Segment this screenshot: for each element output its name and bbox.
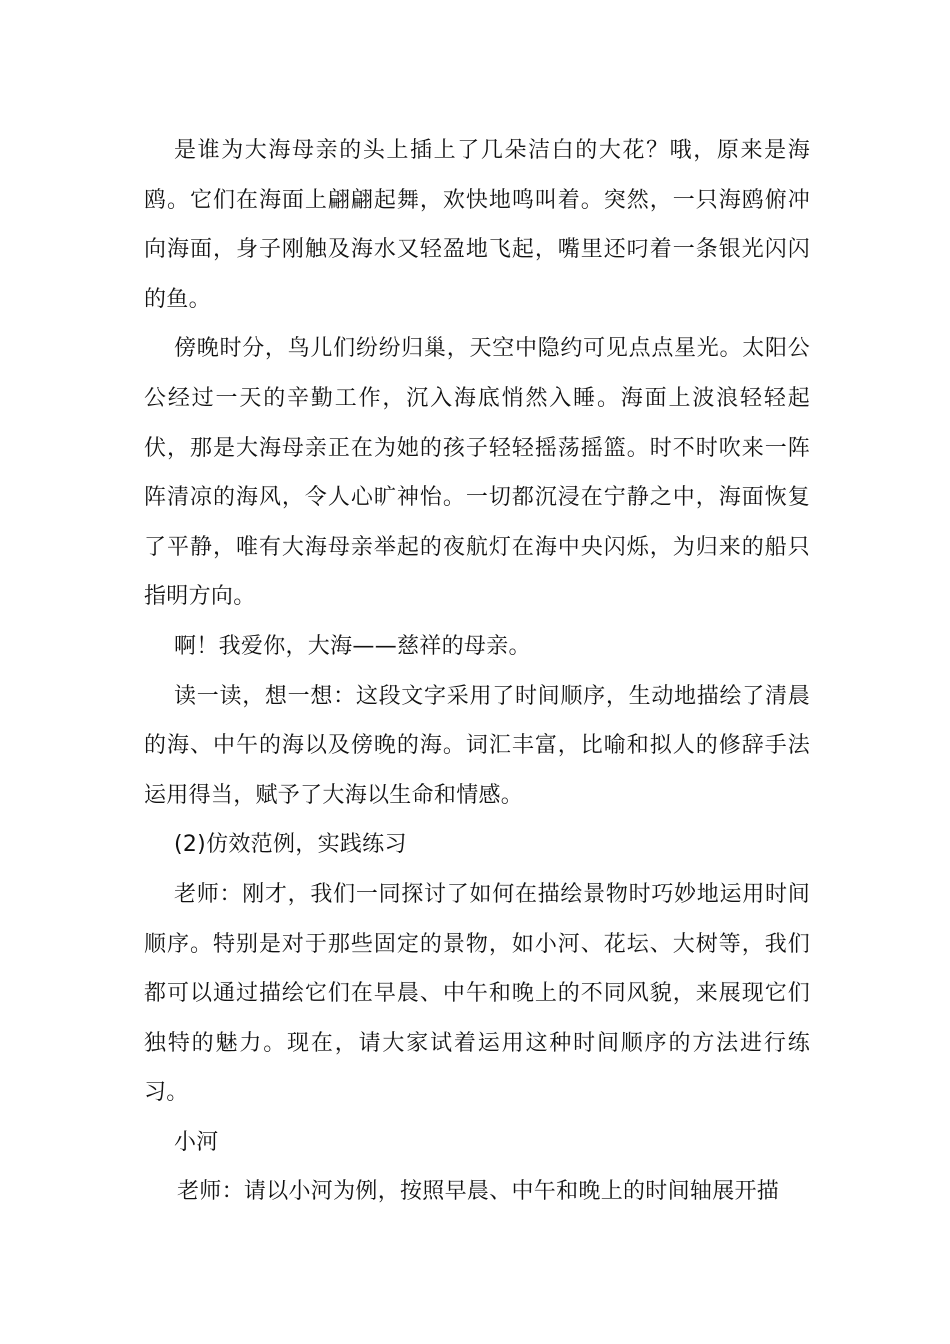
paragraph-reading-note: 读一读，想一想：这段文字采用了时间顺序，生动地描绘了清晨的海、中午的海以及傍晚的海。词汇丰富，比喻和拟人的修辞手法运用得当，赋予了大海以生命和情感。 (144, 683, 810, 808)
document-page (144, 126, 810, 1217)
paragraph-teacher-prompt: 老师：请以小河为例，按照早晨、中午和晚上的时间轴展开描 (177, 1179, 780, 1205)
paragraph-teacher-explanation: 老师：刚才，我们一同探讨了如何在描绘景物时巧妙地运用时间顺序。特别是对于那些固定的景物，如小河、花坛、大树等，我们都可以通过描绘它们在早晨、中午和晚上的不同风貌，来展现它们独特的魅力。现在，请大家试着运用这种时间顺序的方法进行练习。 (144, 881, 810, 1106)
topic-label-river: 小河 (174, 1129, 219, 1155)
section-heading-practice: (2)仿效范例，实践练习 (174, 832, 407, 858)
paragraph-exclamation: 啊！我爱你，大海——慈祥的母亲。 (174, 633, 531, 659)
paragraph-evening-sea: 傍晚时分，鸟儿们纷纷归巢，天空中隐约可见点点星光。太阳公公经过一天的辛勤工作，沉入海底悄然入睡。海面上波浪轻轻起伏，那是大海母亲正在为她的孩子轻轻摇荡摇篮。时不时吹来一阵阵清凉的海风，令人心旷神怡。一切都沉浸在宁静之中，海面恢复了平静，唯有大海母亲举起的夜航灯在海中央闪烁，为归来的船只指明方向。 (144, 336, 810, 610)
paragraph-seagulls: 是谁为大海母亲的头上插上了几朵洁白的大花？哦，原来是海鸥。它们在海面上翩翩起舞，欢快地鸣叫着。突然，一只海鸥俯冲向海面，身子刚触及海水又轻盈地飞起，嘴里还叼着一条银光闪闪的鱼。 (144, 138, 810, 312)
